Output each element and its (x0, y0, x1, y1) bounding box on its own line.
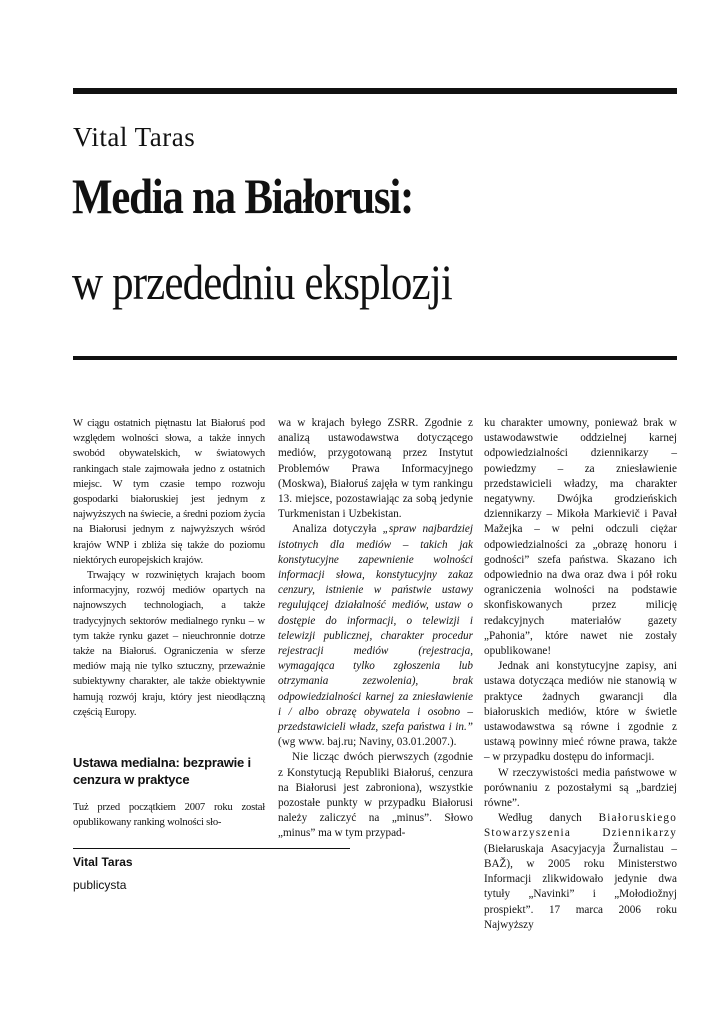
column-3 (484, 416, 677, 933)
column-1 (73, 416, 265, 830)
paragraph (278, 522, 473, 750)
paragraph: Nie licząc dwóch pierwszych (zgodnie z Konstytucją Republiki Białoruś, cenzura na Białorusi jest zabroniona), wszystkie pozostałe punkty w przypadku Białorusi należy zaliczyć na „minus”. Słowo „minus” ma w tym przypad- (278, 751, 473, 840)
paragraph: wa w krajach byłego ZSRR. Zgodnie z analizą ustawodawstwa dotyczącego mediów, przygotowaną przez Instytut Problemów Prawa Informacyjnego (Moskwa), Białoruś zajęła w tym rankingu 13. miejsce, pozostawiając za sobą jedynie Turkmenistan i Uzbekistan. (278, 417, 473, 521)
quote-text: „spraw najbardziej istotnych dla mediów – takich jak konstytucyjne zapewnienie wolności informacji słowa, konstytucyjny zakaz cenzury, istnienie w państwie ustawy regulującej działalność mediów, ustaw o dostępie do informacji, o telewizji i telewizji publicznej, charakter procedur rejestracji mediów (rejestracja, wymagająca tylko zgłoszenia lub otrzymania zezwolenia), brak odpowiedzialności karnej za zniesławienie i / albo obrazę obywatela i osobno – przedstawicieli władz, szefa państwa i in.” (278, 523, 473, 734)
section-heading: Ustawa medialna: bezprawie i cenzura w praktyce (73, 755, 251, 788)
text-run: (Biełaruskaja Asacyjacyja Žurnalistau – BAŽ), w 2005 roku Ministerstwo Informacji zlikwidowało jedynie dwa tytuły „Navinki” i „Mołodiožnyj prospiekt”. 17 marca 2006 roku Najwyższy (484, 842, 677, 931)
paragraph: W rzeczywistości media państwowe w porównaniu z pozostałymi są „bardziej równe”. (484, 766, 677, 810)
footnote-rule (73, 848, 350, 849)
article-title: Media na Białorusi: (72, 168, 414, 224)
paragraph: ku charakter umowny, ponieważ brak w ustawodawstwie oddzielnej karnej odpowiedzialności dziennikarzy – powiedzmy – za zniesławienie przedstawicieli władzy, ma charakter negatywny. Dwójka grodzieńskich dziennikarzy – Mikoła Markievič i Pavał Mažejka – w pełni odczuli ciężar odpowiedzialności za „obrazę honoru i godności” szefa państwa. Skazano ich odpowiednio na dwa oraz dwa i pół roku ograniczenia wolności na podstawie skonfiskowanych przez milicję redakcyjnych materiałów gazety „Pahonia”, które nawet nie zostały opublikowane! (484, 417, 677, 658)
organization-name: Białoruskiego Stowarzyszenia Dziennikarzy (484, 812, 677, 840)
paragraph: Tuż przed początkiem 2007 roku został opublikowany ranking wolności sło- (73, 802, 265, 829)
paragraph: Jednak ani konstytucyjne zapisy, ani ustawa dotycząca mediów nie stanowią w praktyce żadnych gwarancji dla białoruskich mediów, które w świetle ustawodawstwa są równe i zgodnie z ustawą powinny mieć równe prawa, także – w przypadku dostępu do informacji. (484, 660, 677, 764)
paragraph: W ciągu ostatnich piętnastu lat Białoruś pod względem wolności słowa, a także innych swobód obywatelskich, w światowych rankingach stale zajmowała jedno z ostatnich miejsc. W tym czasie tempo rozwoju gospodarki białoruskiej jest jednym z najwyższych na świecie, a średni poziom życia na Białorusi jednym z najwyższych wśród krajów WNP i zbliża się także do poziomu niektórych europejskich krajów. (73, 418, 265, 566)
paragraph: Trwający w rozwiniętych krajach boom informacyjny, rozwój mediów opartych na najnowszych technologiach, a także tradycyjnych sektorów medialnego rynku – w tym także rynku gazet – nieuchronnie dotrze także na Białoruś. Ograniczenia w sferze mediów mają nie tylko sztuczny, przeważnie subiektywny charakter, ale także obiektywnie hamują rozwój kraju, który jest nieodłączną częścią Europy. (73, 570, 265, 718)
column-2 (278, 416, 473, 842)
text-run: Według danych (498, 812, 599, 825)
top-rule (73, 88, 677, 94)
article-subtitle: w przededniu eksplozji (72, 254, 452, 310)
footnote-role: publicysta (73, 878, 127, 892)
title-rule (73, 356, 677, 360)
footnote-author: Vital Taras (73, 855, 133, 869)
paragraph (484, 811, 677, 933)
text-run: Analiza dotyczyła (292, 523, 383, 536)
author-name: Vital Taras (73, 122, 196, 152)
source-citation: (wg www. baj.ru; Naviny, 03.01.2007.). (278, 736, 457, 749)
